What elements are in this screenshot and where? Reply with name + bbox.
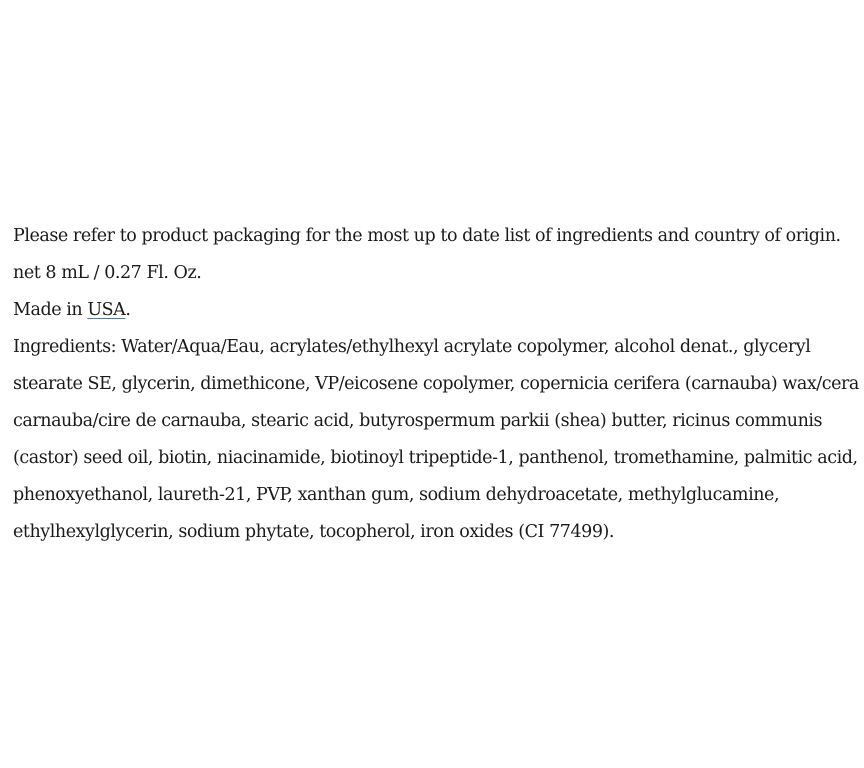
country-of-origin (13, 292, 859, 329)
document-body (13, 218, 859, 551)
origin-prefix: Made in (13, 300, 88, 320)
ingredients-label: Ingredients: (13, 337, 122, 357)
origin-suffix: . (125, 300, 131, 320)
ingredients-list (13, 329, 859, 551)
net-volume: net 8 mL / 0.27 Fl. Oz. (13, 263, 202, 283)
origin-country-link[interactable]: USA (87, 300, 126, 320)
packaging-notice: Please refer to product packaging for the most up to date list of ingredients and country of origin. (13, 226, 841, 246)
ingredients-text: Water/Aqua/Eau, acrylates/ethylhexyl acrylate copolymer, alcohol denat., glyceryl stearate SE, glycerin, dimethicone, VP/eicosene copolymer, copernicia cerifera (carnauba) wax/cera carnauba/cire de carnauba, stearic acid, butyrospermum parkii (shea) butter, ricinus communis (castor) seed oil, biotin, niacinamide, biotinoyl tripeptide-1, panthenol, tromethamine, palmitic acid, phenoxyethanol, laureth-21, PVP, xanthan gum, sodium dehydroacetate, methylglucamine, ethylhexylglycerin, sodium phytate, tocopherol, iron oxides (CI 77499). (13, 337, 859, 542)
